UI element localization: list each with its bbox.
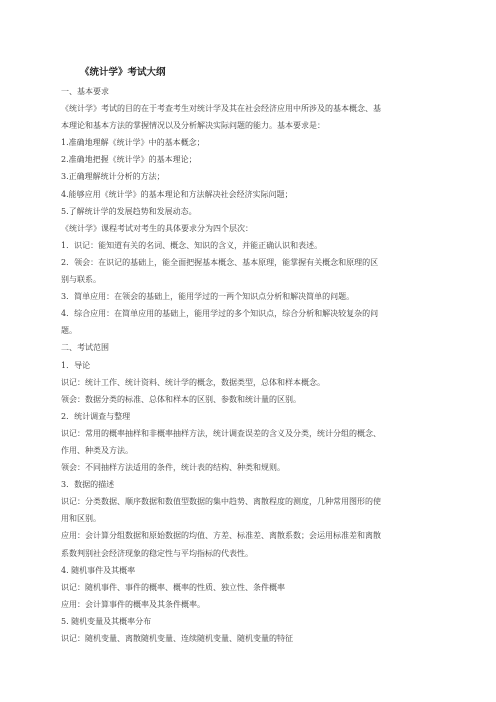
text-line: 3．数据的描述 [61, 480, 115, 490]
text-line: 4．综合应用：在简单应用的基础上，能用学过的多个知识点，综合分析和解决较复杂的问 [61, 309, 379, 319]
text-line: 领会：不同抽样方法适用的条件，统计表的结构、种类和规则。 [61, 463, 285, 473]
text-line: 二、考试范围 [61, 343, 109, 353]
text-line: 《统计学》考试的目的在于考查考生对统计学及其在社会经济应用中所涉及的基本概念、基 [61, 104, 381, 114]
text-line: 应用：会计算事件的概率及其条件概率。 [61, 599, 205, 609]
text-line: 1．识记：能知道有关的名词、概念、知识的含义，并能正确认识和表述。 [61, 240, 323, 250]
text-line: 3．简单应用：在领会的基础上，能用学过的一两个知识点分析和解决简单的问题。 [61, 292, 355, 302]
text-line: 5.了解统计学的发展趋势和发展动态。 [61, 206, 197, 216]
text-line: 2．领会：在识记的基础上，能全面把握基本概念、基本原理，能掌握有关概念和原理的区 [61, 257, 379, 267]
text-line: 题。 [61, 326, 77, 336]
text-line: 5. 随机变量及其概率分布 [61, 616, 152, 626]
text-line: 识记：常用的概率抽样和非概率抽样方法，统计调查误差的含义及分类，统计分组的概念、 [61, 428, 381, 438]
text-line: 一、基本要求 [61, 87, 109, 96]
text-line: 用和区别。 [61, 514, 101, 524]
text-line: 1．导论 [61, 360, 91, 370]
text-line: 应用：会计算分组数据和原始数据的均值、方差、标准差、离散系数；会运用标准差和离散 [61, 531, 381, 541]
text-line: 识记：分类数据、顺序数据和数值型数据的集中趋势、离散程度的测度，几种常用图形的使 [61, 497, 381, 507]
text-line: 识记：随机事件、事件的概率、概率的性质、独立性、条件概率 [61, 582, 285, 592]
text-line: 作用、种类及方法。 [61, 445, 133, 455]
text-line: 《统计学》课程考试对考生的具体要求分为四个层次： [61, 223, 253, 233]
document-title: 《统计学》考试大纲 [80, 67, 166, 78]
text-line: 2.准确地把握《统计学》的基本理论； [61, 155, 197, 165]
text-line: 本理论和基本方法的掌握情况以及分析解决实际问题的能力。基本要求是： [61, 121, 325, 131]
text-line: 系数判别社会经济现象的稳定性与平均指标的代表性。 [61, 548, 253, 558]
document-body [61, 83, 439, 647]
text-line: 2．统计调查与整理 [61, 411, 131, 421]
text-line: 4. 随机事件及其概率 [61, 565, 136, 575]
text-line: 3.正确理解统计分析的方法； [61, 172, 165, 182]
text-line: 1.准确地理解《统计学》中的基本概念； [61, 138, 205, 148]
text-line: 4.能够应用《统计学》的基本理论和方法解决社会经济实际问题； [61, 189, 293, 199]
text-line: 识记：随机变量、离散随机变量、连续随机变量、随机变量的特征 [61, 634, 293, 643]
text-line: 别与联系。 [61, 275, 101, 285]
text-line: 领会：数据分类的标准、总体和样本的区别、参数和统计量的区别。 [61, 394, 301, 404]
text-line: 识记：统计工作、统计资料、统计学的概念，数据类型，总体和样本概念。 [61, 377, 325, 387]
